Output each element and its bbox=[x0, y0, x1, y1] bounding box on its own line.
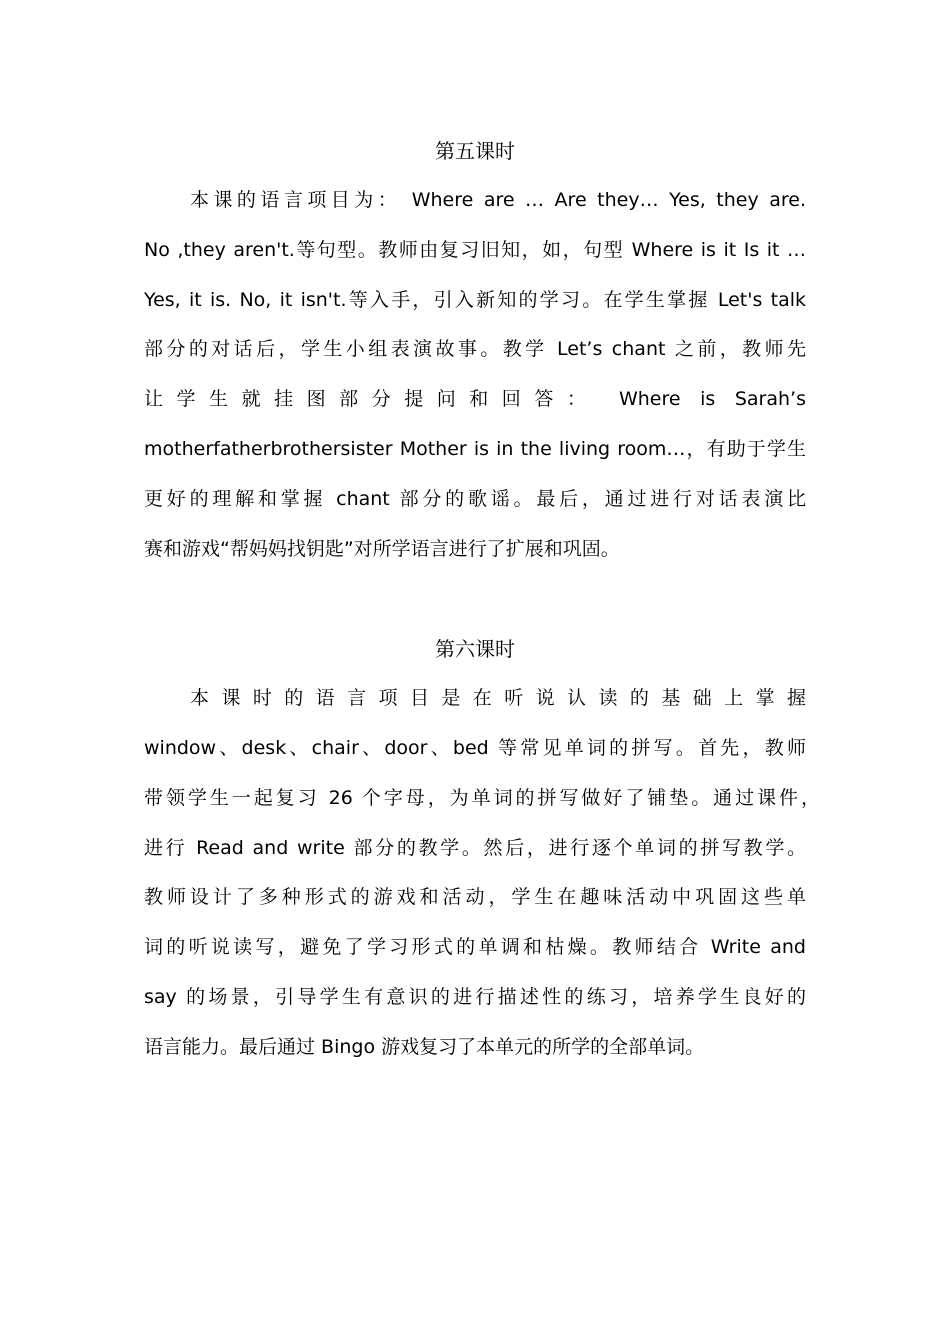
section-6-line-4: 进行 Read and write 部分的教学。然后，进行逐个单词的拼写教学。 bbox=[144, 837, 806, 859]
section-5-line-8: 赛和游戏“帮妈妈找钥匙”对所学语言进行了扩展和巩固。 bbox=[144, 538, 620, 560]
section-5-line-3: Yes, it is. No, it isn't.等入手，引入新知的学习。在学生掌握 Let's talk bbox=[144, 289, 806, 311]
section-6-line-6: 词的听说读写，避免了学习形式的单调和枯燥。教师结合 Write and bbox=[144, 936, 806, 958]
section-5-line-6: motherfatherbrothersister Mother is in the living room…，有助于学生 bbox=[144, 438, 806, 460]
section-6-line-7: say 的场景，引导学生有意识的进行描述性的练习，培养学生良好的 bbox=[144, 986, 806, 1008]
section-5-line-2: No ,they aren't.等句型。教师由复习旧知，如，句型 Where is it Is it … bbox=[144, 239, 806, 261]
section-5-line-5: 让学生就挂图部分提问和回答： Where is Sarah’s bbox=[144, 388, 806, 410]
section-6-line-5: 教师设计了多种形式的游戏和活动，学生在趣味活动中巩固这些单 bbox=[144, 886, 806, 908]
section-5-title: 第五课时 bbox=[435, 139, 515, 163]
section-6-line-2: window、desk、chair、door、bed 等常见单词的拼写。首先，教师 bbox=[144, 737, 806, 759]
section-5-line-7: 更好的理解和掌握 chant 部分的歌谣。最后，通过进行对话表演比 bbox=[144, 488, 806, 510]
section-6-line-8: 语言能力。最后通过 Bingo 游戏复习了本单元的所学的全部单词。 bbox=[144, 1036, 705, 1058]
section-6-line-1: 本课时的语言项目是在听说认读的基础上掌握 bbox=[190, 687, 806, 709]
section-6-line-3: 带领学生一起复习 26 个字母，为单词的拼写做好了铺垫。通过课件， bbox=[144, 787, 820, 809]
section-5-line-1: 本课的语言项目为： Where are … Are they… Yes, they are. bbox=[190, 189, 806, 211]
section-5-line-4: 部分的对话后，学生小组表演故事。教学 Let’s chant 之前，教师先 bbox=[144, 338, 806, 360]
section-6-title: 第六课时 bbox=[435, 637, 515, 661]
